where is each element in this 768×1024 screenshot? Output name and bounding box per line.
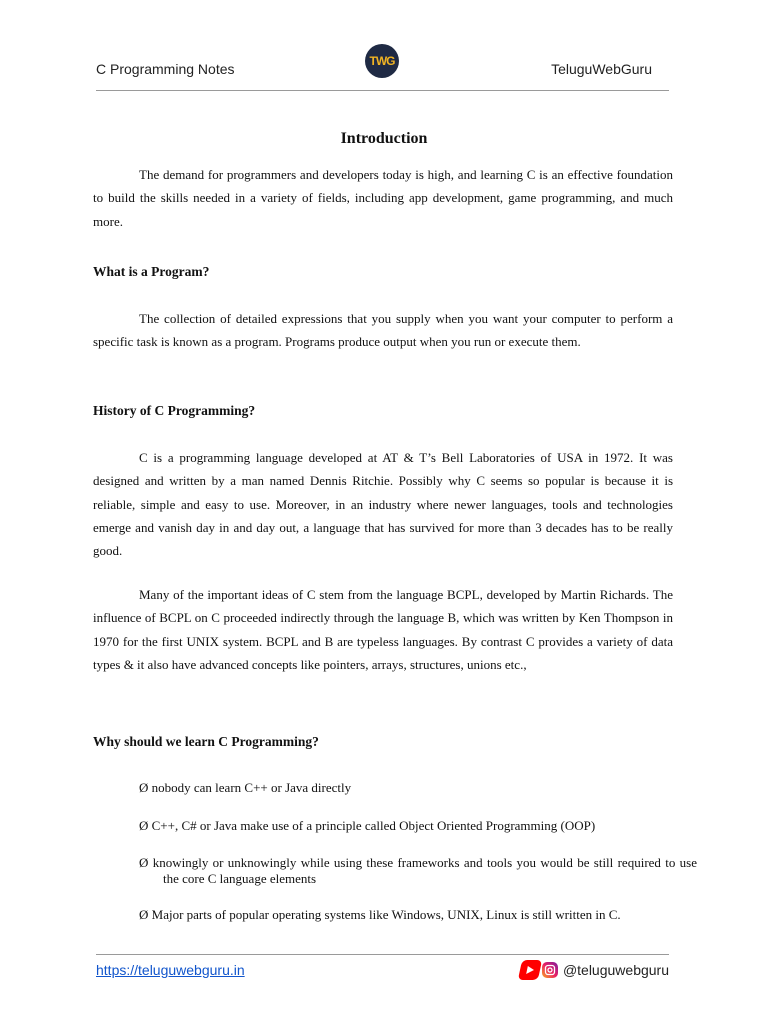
instagram-icon[interactable]	[542, 962, 558, 978]
website-link[interactable]: https://teluguwebguru.in	[96, 962, 245, 978]
history-paragraph-1: C is a programming language developed at AT & T’s Bell Laboratories of USA in 1972. It was designed and written by a man named Dennis Ritchie. Possibly why C seems so popular is because it is reliable, simple and easy to use. Moreover, in an industry where newer languages, tools and technologies emerge and vanish day in and day out, a language that has survived for more than 3 decades has to be really good.	[93, 450, 673, 559]
footer-divider	[96, 954, 669, 955]
program-heading: What is a Program?	[93, 264, 210, 279]
brand-logo	[365, 44, 399, 78]
why-bullet-4: Ø Major parts of popular operating systems like Windows, UNIX, Linux is still written in C.	[139, 907, 621, 922]
youtube-icon[interactable]	[518, 960, 542, 980]
why-heading: Why should we learn C Programming?	[93, 734, 319, 749]
social-handle-group[interactable]	[520, 960, 669, 980]
page-title: Introduction	[340, 130, 428, 147]
history-paragraph-2: Many of the important ideas of C stem from the language BCPL, developed by Martin Richards. The influence of BCPL on C proceeded indirectly through the language B, which was written by Ken Thompson in 1970 for the first UNIX system. BCPL and B are typeless languages. By contrast C provides a variety of data types & it also have advanced concepts like pointers, arrays, structures, unions etc.,	[93, 587, 673, 672]
why-bullet-2: Ø C++, C# or Java make use of a principle called Object Oriented Programming (OOP)	[139, 818, 596, 833]
intro-paragraph: The demand for programmers and developers today is high, and learning C is an effective foundation to build the skills needed in a variety of fields, including app development, game programming, and much more.	[93, 167, 673, 229]
program-paragraph: The collection of detailed expressions that you supply when you want your computer to perform a specific task is known as a program. Programs produce output when you run or execute them.	[93, 311, 673, 350]
social-handle: @teluguwebguru	[562, 962, 669, 978]
header-brand: TeluguWebGuru	[551, 61, 652, 77]
why-bullet-1: Ø nobody can learn C++ or Java directly	[139, 780, 352, 795]
why-bullet-3: Ø knowingly or unknowingly while using these frameworks and tools you would be still required to use the core C language elements	[139, 855, 697, 886]
brand-logo-text: TWG	[369, 54, 395, 68]
header-divider	[96, 90, 669, 91]
header-title: C Programming Notes	[96, 61, 235, 77]
history-heading: History of C Programming?	[93, 403, 256, 418]
